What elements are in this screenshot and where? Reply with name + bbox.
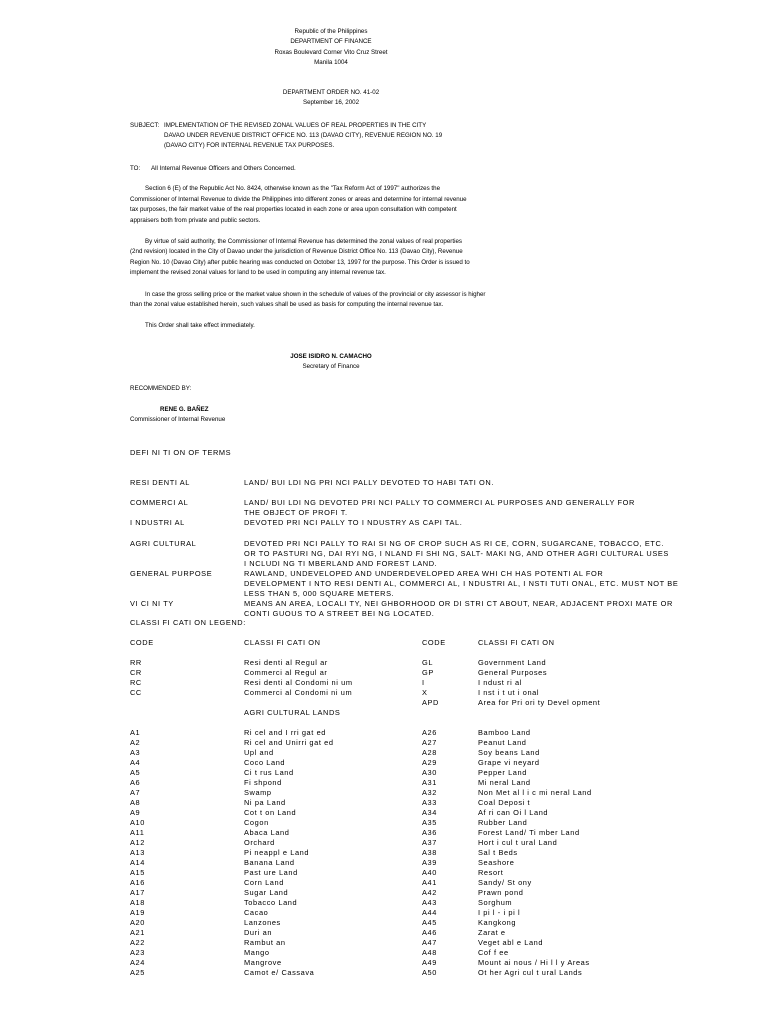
legend-classification: Soy beans Land [478, 748, 540, 757]
legend-classification: Coco Land [244, 758, 286, 767]
legend-classification: Past ure Land [244, 868, 298, 877]
legend-code: A21 [130, 928, 145, 937]
legend-classification: Cogon [244, 818, 269, 827]
paragraph-line: than the zonal value established herein, such values shall be used as basis for computing the internal revenue tax. [130, 301, 444, 308]
legend-classification: Mangrove [244, 958, 282, 967]
definition-term: GENERAL PURPOSE [130, 569, 213, 578]
legend-code: A9 [130, 808, 141, 817]
legend-code: A47 [422, 938, 437, 947]
signatory-name: JOSE ISIDRO N. CAMACHO [290, 353, 372, 360]
legend-code: A32 [422, 788, 437, 797]
legend-classification: I pi l - i pi l [478, 908, 521, 917]
legend-classification: Cof f ee [478, 948, 509, 957]
legend-classification: Ot her Agri cul t ural Lands [478, 968, 583, 977]
legend-code: A39 [422, 858, 437, 867]
legend-classification: Ni pa Land [244, 798, 286, 807]
to-text: All Internal Revenue Officers and Others Concerned. [151, 165, 296, 172]
legend-classification: Af ri can Oi l Land [478, 808, 549, 817]
legend-classification: Commerci al Regul ar [244, 668, 328, 677]
legend-classification: I nst i t ut i onal [478, 688, 540, 697]
legend-classification: Resi denti al Regul ar [244, 658, 328, 667]
legend-code: A7 [130, 788, 141, 797]
legend-classification: Area for Pri ori ty Devel opment [478, 698, 601, 707]
definitions-title: DEFI NI TI ON OF TERMS [130, 448, 232, 457]
legend-classification: Upl and [244, 748, 274, 757]
legend-code: CC [130, 688, 142, 697]
definition-text: OR TO PASTURI NG, DAI RYI NG, I NLAND FI SHI NG, SALT- MAKI NG, AND OTHER AGRI CULTURAL USES [244, 549, 669, 558]
legend-classification: Sorghum [478, 898, 513, 907]
legend-code: A41 [422, 878, 437, 887]
legend-code: A17 [130, 888, 145, 897]
legend-classification: I ndust ri al [478, 678, 522, 687]
signatory-title: Secretary of Finance [302, 363, 360, 370]
paragraph-line: appraisers both from private and public sectors. [130, 217, 261, 224]
legend-header-code: CODE [130, 638, 154, 647]
legend-code: A38 [422, 848, 437, 857]
order-date: September 16, 2002 [302, 99, 360, 106]
recommended-label: RECOMMENDED BY: [130, 385, 192, 392]
legend-code: A43 [422, 898, 437, 907]
legend-code: GP [422, 668, 434, 677]
definition-text: DEVOTED PRI NCI PALLY TO I NDUSTRY AS CAPI TAL. [244, 518, 463, 527]
header-city: Manila 1004 [314, 59, 348, 66]
legend-code: A44 [422, 908, 437, 917]
order-number: DEPARTMENT ORDER NO. 41-02 [282, 89, 380, 96]
legend-classification: Camot e/ Cassava [244, 968, 315, 977]
legend-classification: Swamp [244, 788, 272, 797]
legend-classification: Ri cel and Unirri gat ed [244, 738, 334, 747]
header-republic: Republic of the Philippines [294, 28, 368, 35]
legend-code: A31 [422, 778, 437, 787]
paragraph-line: implement the revised zonal values for land to be used in computing any internal revenue tax. [130, 269, 386, 276]
legend-code: A34 [422, 808, 437, 817]
definition-text: DEVOTED PRI NCI PALLY TO RAI SI NG OF CROP SUCH AS RI CE, CORN, SUGARCANE, TOBACCO, ETC. [244, 539, 665, 548]
definition-text: RAWLAND, UNDEVELOPED AND UNDERDEVELOPED AREA WHI CH HAS POTENTI AL FOR [244, 569, 604, 578]
paragraph-line: In case the gross selling price or the market value shown in the schedule of values of the provincial or city assessor is higher [145, 291, 486, 298]
legend-classification: Sugar Land [244, 888, 289, 897]
legend-classification: Sandy/ St ony [478, 878, 532, 887]
legend-code: A37 [422, 838, 437, 847]
legend-code: A22 [130, 938, 145, 947]
legend-classification: Pi neappl e Land [244, 848, 310, 857]
recommender-title: Commissioner of Internal Revenue [130, 416, 226, 423]
legend-classification: General Purposes [478, 668, 548, 677]
legend-code: A2 [130, 738, 141, 747]
legend-classification: Rubber Land [478, 818, 528, 827]
legend-code: A49 [422, 958, 437, 967]
legend-classification: Peanut Land [478, 738, 527, 747]
legend-classification: Zarat e [478, 928, 506, 937]
legend-classification: Sal t Beds [478, 848, 518, 857]
legend-classification: Ri cel and I rri gat ed [244, 728, 326, 737]
definition-text: I NCLUDI NG TI MBERLAND AND FOREST LAND. [244, 559, 438, 568]
legend-code: A30 [422, 768, 437, 777]
definition-term: RESI DENTI AL [130, 478, 190, 487]
legend-header-classification: CLASSI FI CATI ON [244, 638, 321, 647]
legend-classification: Abaca Land [244, 828, 290, 837]
legend-classification: Banana Land [244, 858, 295, 867]
legend-classification: Government Land [478, 658, 547, 667]
paragraph-line: tax purposes, the fair market value of the real properties located in each zone or area upon consultation with competent [130, 206, 457, 213]
recommender-name: RENE G. BAÑEZ [160, 406, 209, 413]
legend-code: A35 [422, 818, 437, 827]
legend-code: A42 [422, 888, 437, 897]
definition-text: LAND/ BUI LDI NG PRI NCI PALLY DEVOTED TO HABI TATI ON. [244, 478, 494, 487]
legend-classification: Resi denti al Condomi ni um [244, 678, 353, 687]
legend-code: A12 [130, 838, 145, 847]
legend-classification: Coal Deposi t [478, 798, 531, 807]
paragraph-line: Section 6 (E) of the Republic Act No. 8424, otherwise known as the "Tax Reform Act of 1997" authorizes the [145, 185, 441, 192]
legend-classification: Rambut an [244, 938, 286, 947]
legend-classification: Duri an [244, 928, 273, 937]
definition-text: MEANS AN AREA, LOCALI TY, NEI GHBORHOOD OR DI STRI CT ABOUT, NEAR, ADJACENT PROXI MATE OR [244, 599, 673, 608]
legend-code: RR [130, 658, 142, 667]
legend-code: A28 [422, 748, 437, 757]
legend-code: GL [422, 658, 434, 667]
legend-code: A48 [422, 948, 437, 957]
legend-code: A36 [422, 828, 437, 837]
legend-code: A15 [130, 868, 145, 877]
definition-term: VI CI NI TY [130, 599, 174, 608]
legend-header-classification: CLASSI FI CATI ON [478, 638, 555, 647]
legend-code: A40 [422, 868, 437, 877]
subject-line: DAVAO UNDER REVENUE DISTRICT OFFICE NO. 113 (DAVAO CITY), REVENUE REGION NO. 19 [164, 132, 443, 139]
definition-text: LESS THAN 5, 000 SQUARE METERS. [244, 589, 395, 598]
definition-term: I NDUSTRI AL [130, 518, 185, 527]
legend-code: A4 [130, 758, 141, 767]
definition-term: AGRI CULTURAL [130, 539, 197, 548]
header-address: Roxas Boulevard Corner Vito Cruz Street [274, 49, 388, 56]
legend-code: A19 [130, 908, 145, 917]
legend-classification: Non Met al l i c mi neral Land [478, 788, 592, 797]
subject-label: SUBJECT: [130, 122, 160, 129]
subject-line: (DAVAO CITY) FOR INTERNAL REVENUE TAX PURPOSES. [164, 142, 335, 149]
paragraph-line: (2nd revision) located in the City of Davao under the jurisdiction of Revenue District Office No. 113 (Davao City), Revenue [130, 248, 463, 255]
legend-classification: Seashore [478, 858, 515, 867]
legend-code: I [422, 678, 425, 687]
legend-code: A50 [422, 968, 437, 977]
legend-classification: Grape vi neyard [478, 758, 540, 767]
legend-classification: Bamboo Land [478, 728, 531, 737]
legend-classification: Fi shpond [244, 778, 282, 787]
definition-text: LAND/ BUI LDI NG DEVOTED PRI NCI PALLY TO COMMERCI AL PURPOSES AND GENERALLY FOR [244, 498, 635, 507]
legend-code: A27 [422, 738, 437, 747]
header-department: DEPARTMENT OF FINANCE [290, 38, 372, 45]
definition-text: CONTI GUOUS TO A STREET BEI NG LOCATED. [244, 609, 435, 618]
legend-code: A1 [130, 728, 141, 737]
legend-classification: Cacao [244, 908, 269, 917]
legend-code: A33 [422, 798, 437, 807]
paragraph-line: By virtue of said authority, the Commissioner of Internal Revenue has determined the zonal values of real properties [145, 238, 462, 245]
legend-classification: Mount ai nous / Hi l l y Areas [478, 958, 590, 967]
agricultural-lands-heading: AGRI CULTURAL LANDS [244, 708, 341, 717]
legend-classification: Cot t on Land [244, 808, 297, 817]
legend-classification: Hort i cul t ural Land [478, 838, 558, 847]
legend-classification: Mango [244, 948, 270, 957]
legend-classification: Forest Land/ Ti mber Land [478, 828, 580, 837]
legend-title: CLASSI FI CATI ON LEGEND: [130, 618, 246, 627]
legend-classification: Corn Land [244, 878, 284, 887]
legend-code: A29 [422, 758, 437, 767]
legend-code: A8 [130, 798, 141, 807]
legend-code: A24 [130, 958, 145, 967]
legend-classification: Ci t rus Land [244, 768, 294, 777]
legend-code: A20 [130, 918, 145, 927]
legend-code: A3 [130, 748, 141, 757]
legend-classification: Mi neral Land [478, 778, 531, 787]
definition-text: THE OBJECT OF PROFI T. [244, 508, 348, 517]
legend-classification: Orchard [244, 838, 275, 847]
legend-code: A14 [130, 858, 145, 867]
legend-classification: Prawn pond [478, 888, 524, 897]
legend-header-code: CODE [422, 638, 446, 647]
legend-classification: Tobacco Land [244, 898, 298, 907]
legend-code: A10 [130, 818, 145, 827]
legend-code: A6 [130, 778, 141, 787]
legend-code: A11 [130, 828, 145, 837]
legend-code: A25 [130, 968, 145, 977]
legend-classification: Lanzones [244, 918, 281, 927]
legend-code: APD [422, 698, 439, 707]
legend-code: A13 [130, 848, 145, 857]
legend-code: A45 [422, 918, 437, 927]
paragraph-line: Commissioner of Internal Revenue to divide the Philippines into different zones or areas and determine for internal revenue [130, 196, 467, 203]
legend-code: A16 [130, 878, 145, 887]
legend-classification: Resort [478, 868, 504, 877]
legend-classification: Veget abl e Land [478, 938, 544, 947]
legend-classification: Commerci al Condomi ni um [244, 688, 353, 697]
legend-code: A23 [130, 948, 145, 957]
subject-line: IMPLEMENTATION OF THE REVISED ZONAL VALUES OF REAL PROPERTIES IN THE CITY [164, 122, 427, 129]
paragraph-line: This Order shall take effect immediately. [145, 322, 255, 329]
legend-classification: Kangkong [478, 918, 517, 927]
legend-code: RC [130, 678, 142, 687]
definition-term: COMMERCI AL [130, 498, 189, 507]
legend-classification: Pepper Land [478, 768, 527, 777]
legend-code: CR [130, 668, 142, 677]
legend-code: A5 [130, 768, 141, 777]
legend-code: X [422, 688, 428, 697]
legend-code: A46 [422, 928, 437, 937]
paragraph-line: Region No. 10 (Davao City) after public hearing was conducted on October 13, 1997 for the purpose. This Order is issued to [130, 259, 470, 266]
definition-text: DEVELOPMENT I NTO RESI DENTI AL, COMMERCI AL, I NDUSTRI AL, I NSTI TUTI ONAL, ETC. MUST NOT BE [244, 579, 679, 588]
to-label: TO: [130, 165, 141, 172]
legend-code: A26 [422, 728, 437, 737]
legend-code: A18 [130, 898, 145, 907]
